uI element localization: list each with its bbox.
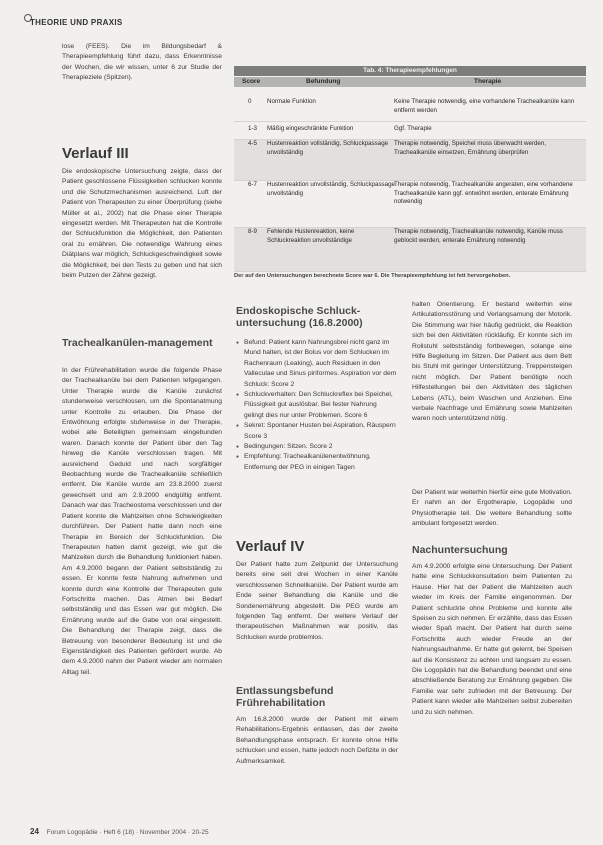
list-item: ● Empfehlung: Trachealkanülenentwöhnung, Entfernung der PEG in einigen Tagen — [236, 452, 398, 473]
verlauf-4-paragraph — [236, 560, 398, 643]
trachealkanuelen-text: In der Frührehabilitation wurde die folgende Phase der Trachealkanüle bei dem Patienten Iefgegangen. Unter Therapie wurde die Kanüle zunächst stundenweise verschlossen, um die Spontanatmung unter Kontrolle zu erlauben. Die Phase der Entwöhnung erfolgte stufenweise in der Therapie, wobei alle Beteiligten gemeinsam eingebunden waren. Danach konnte der Patient über den Tag hinweg die Kanüle verschlossen tragen. Mit ausreichend Geduld und nach sorgfältiger Beobachtung wurde die Trachealkanüle schließlich entfernt. Die Kanüle wurde am 23.8.2000 zuerst gewechselt und am 2.9.2000 endgültig entfernt. Danach war das Tracheostoma verschlossen und der Patient konnte die Mahlzeiten ohne Schwierigkeiten durchführen. Der Patient hatte dann noch eine Therapie im Bereich der Schluckfunktion. Die Therapeuten hatten damit gezeigt, wie gut die Mahlzeiten durch die Behandlung funktioniert haben. Am 4.9.2000 begann der Patient selbstständig zu essen. Er konnte feste Nahrung aufnehmen und konnte durch eine Kontrolle der Therapeuten gute Fortschritte machen. Das Atmen bei Bedarf selbstständig und das Essen war gut möglich. Die Ernährung wurde auf die Gabe von oral eingestellt. Die Behandlung der Therapie zeigt, dass die Betreuung von besonderer Bedeutung ist und die Eigenständigkeit des Patienten gefördert wurde. Ab dem 4.9.2000 nahm der Patient wieder am normalen Alltag teil. — [62, 367, 222, 676]
table-cell-therapie: Therapie notwendig, Speichel muss überwacht werden, Trachealkanüle einsetzen, Ernährung überprüfen — [394, 140, 547, 156]
entlassungsbefund-paragraph — [236, 715, 398, 767]
table-title: Tab. 4: Therapieempfehlungen — [234, 66, 586, 76]
page-number: 24 — [30, 827, 39, 836]
table-cell-befund: Fehlende Hustenreaktion, keine Schluckreaktion unvollständige — [267, 228, 355, 244]
intro-text: lose (FEES). Die im Bildungsbedarf & Therapieempfehlung führt dazu, dass Erkenntnisse der Wochen, die wir wissen, unter 6 zur Studie der Therapieziele (Spitzen). — [62, 43, 222, 82]
table-cell-befund: Hustenreaktion vollständig, Schluckpassage unvollständig — [267, 140, 389, 156]
verlauf-4-text: Der Patient hatte zum Zeitpunkt der Untersuchung bereits eine seit drei Wochen in einer Kanüle verschlossenen Schnellkanüle. Der Patient wurde am Ende seiner Behandlung die Kanüle und die Sondenernährung abgestellt. Die PEG wurde am folgenden Tag entfernt. Der weitere Verlauf der therapeutischen Maßnahmen war positiv, das Schlucken wurde problemlos. — [236, 561, 398, 641]
table-cell-score: 6-7 — [248, 181, 257, 188]
table-cell-score: 8-9 — [248, 228, 257, 235]
findings-list — [236, 338, 398, 473]
heading-verlauf-4: Verlauf IV — [236, 538, 305, 555]
table-header — [234, 77, 586, 87]
heading-endoskopische-untersuchung: Endoskopische Schluck-untersuchung (16.8.2000) — [236, 305, 363, 329]
table-cell-score: 0 — [248, 98, 252, 105]
table-cell-therapie: Ggf. Therapie — [394, 125, 432, 132]
table-cell-befund: Mäßig eingeschränkte Funktion — [267, 125, 354, 132]
table-cell-therapie: Therapie notwendig, Trachealkanüle angeraten, eine vorhandene Trachealkanüle kann ggf. entwöhnt werden, enterale Ernährung notwendig — [394, 181, 573, 206]
verlauf-3-text: Die endoskopische Untersuchung zeigte, dass der Patient geschlossene Flüssigkeiten schlucken konnte und die Schutzmechanismen ausreichend. Luft der Patient von Therapeuten zu einer Überprüfung (siehe Müller et al., 2002) hat die Phase einer Therapie eingesetzt werden. Mit Therapeuten hat die Kontrolle der Schluckfunktion die Möglichkeit, den Patienten oral zu ernähren. Die notwendige Wahrung eines Diätplans war möglich, Schluckgeschwindigkeit sowie die Möglichkeit, bei den Tests zu geben und hat sich beim Putzen der Zähne gezeigt. — [62, 168, 222, 280]
table-header-score: Score — [242, 78, 261, 85]
list-item: ● Befund: Patient kann Nahrungsbrei nicht ganz im Mund halten, ist der Bolus vor dem Schlucken im Rachenraum (Leaking), auch Residuen in den Valleculae und Sinus piriformes. Aspiration vor dem Schluck: Score 2 — [236, 338, 398, 390]
journal-citation: Forum Logopädie · Heft 6 (18) · November 2004 · 20-25 — [46, 829, 209, 836]
list-item: ● Schluckverhalten: Den Schluckreflex bei Speichel, Flüssigkeit gut auslösbar. Bei fester Nahrung gelingt dies nur unter Problemen. Score 6 — [236, 390, 398, 421]
table-row — [234, 228, 586, 272]
table-cell-therapie: Keine Therapie notwendig, eine vorhandene Trachealkanüle kann entfernt werden — [394, 98, 575, 114]
entlassungsbefund-text: Am 16.8.2000 wurde der Patient mit einem Rehabilitations-Ergebnis entlassen, das der zweite Behandlungsphase entsprach. Er konnte ohne Hilfe schlucken und essen, hatte jedoch noch Defizite in der Aufmerksamkeit. — [236, 716, 398, 765]
table-row — [234, 98, 586, 122]
table-header-befundung: Befundung — [306, 78, 341, 85]
column-3-text-2: Der Patient war weiterhin hierfür eine gute Motivation. Er nahm an der Ergotherapie, Logopädie und Physiotherapie teil. Die weitere Behandlung sollte ambulant fortgesetzt werden. — [412, 489, 572, 528]
nachuntersuchung-paragraph — [412, 562, 572, 718]
table-caption: Der auf den Untersuchungen berechnete Score war 6. Die Therapieempfehlung ist fett hervorgehoben. — [234, 273, 511, 279]
list-item: ● Sekret: Spontaner Husten bei Aspiration, Räuspern Score 3 — [236, 421, 398, 442]
intro-paragraph — [62, 42, 222, 84]
heading-nachuntersuchung: Nachuntersuchung — [412, 544, 508, 556]
table-cell-therapie: Therapie notwendig, Trachealkanüle notwendig, Kanüle muss geblockt werden, enterale Ernährung notwendig — [394, 228, 563, 244]
verlauf-3-paragraph — [62, 167, 222, 281]
table-cell-befund: Hustenreaktion unvollständig, Schluckpassage unvollständig — [267, 181, 395, 197]
heading-entlassungsbefund: Entlassungsbefund Frührehabilitation — [236, 685, 334, 709]
table-row — [234, 140, 586, 181]
column-3-paragraph-1 — [412, 300, 572, 425]
nachuntersuchung-text: Am 4.9.2000 erfolgte eine Untersuchung. Der Patient hatte eine Schluckkonsultation beim Patienten zu Hause. Hier hat der Patient die Mahlzeiten auch wieder im Kreis der Familie eingenommen. Der Patient schluckte ohne Probleme und konnte alle Speisen zu sich nehmen. Er erzählte, dass das Essen wieder Spaß macht. Der Patient hat durch seine Fortschritte auch wieder Freude an der Nahrungsaufnahme. Er hatte gut gelernt, bei Speisen auf die Konsistenz zu achten und langsam zu essen. Die Logopädin hat die Behandlung beendet und eine abschließende Beratung zur Ernährung gegeben. Die Familie war sehr zufrieden mit der Betreuung. Der Patient kann wieder alle Mahlzeiten selbst zubereiten und zu sich nehmen. — [412, 563, 572, 716]
heading-trachealkanuelen: Trachealkanülen-management — [62, 337, 213, 349]
table-row — [234, 125, 586, 140]
trachealkanuelen-paragraph — [62, 366, 222, 678]
section-header: THEORIE UND PRAXIS — [30, 18, 123, 27]
table-row — [234, 181, 586, 228]
table-cell-befund: Normale Funktion — [267, 98, 316, 105]
column-3-paragraph-2 — [412, 488, 572, 530]
page-footer — [30, 827, 209, 836]
list-item: ● Bedingungen: Sitzen. Score 2 — [236, 442, 398, 452]
table-cell-score: 4-5 — [248, 140, 257, 147]
table-cell-score: 1-3 — [248, 125, 257, 132]
heading-verlauf-3: Verlauf III — [62, 145, 129, 162]
table-header-therapie: Therapie — [474, 78, 502, 85]
column-3-text-1: halten Orientierung. Er bestand weiterhin eine Artikulationsstörung und Verlangsamung der Motorik. Die Stimmung war hier häufig gedrückt, die Reaktion sich bei den Aktivitäten rückläufig. Er konnte sich im Rollstuhl selbstständig fortbewegen, solange eine Hilfe Begleitung im Sitzen. Der Patient aus dem Bett bis Stuhl mit geringer Unterstützung. Treppensteigen nicht möglich. Der Patient benötigte noch Hilfestellungen bei den Aktivitäten des täglichen Lebens (ATL), beim Waschen und Anziehen. Eine verbale Nachfrage und Ernährung sowie Mahlzeiten waren noch unterstützend nötig. — [412, 301, 572, 423]
